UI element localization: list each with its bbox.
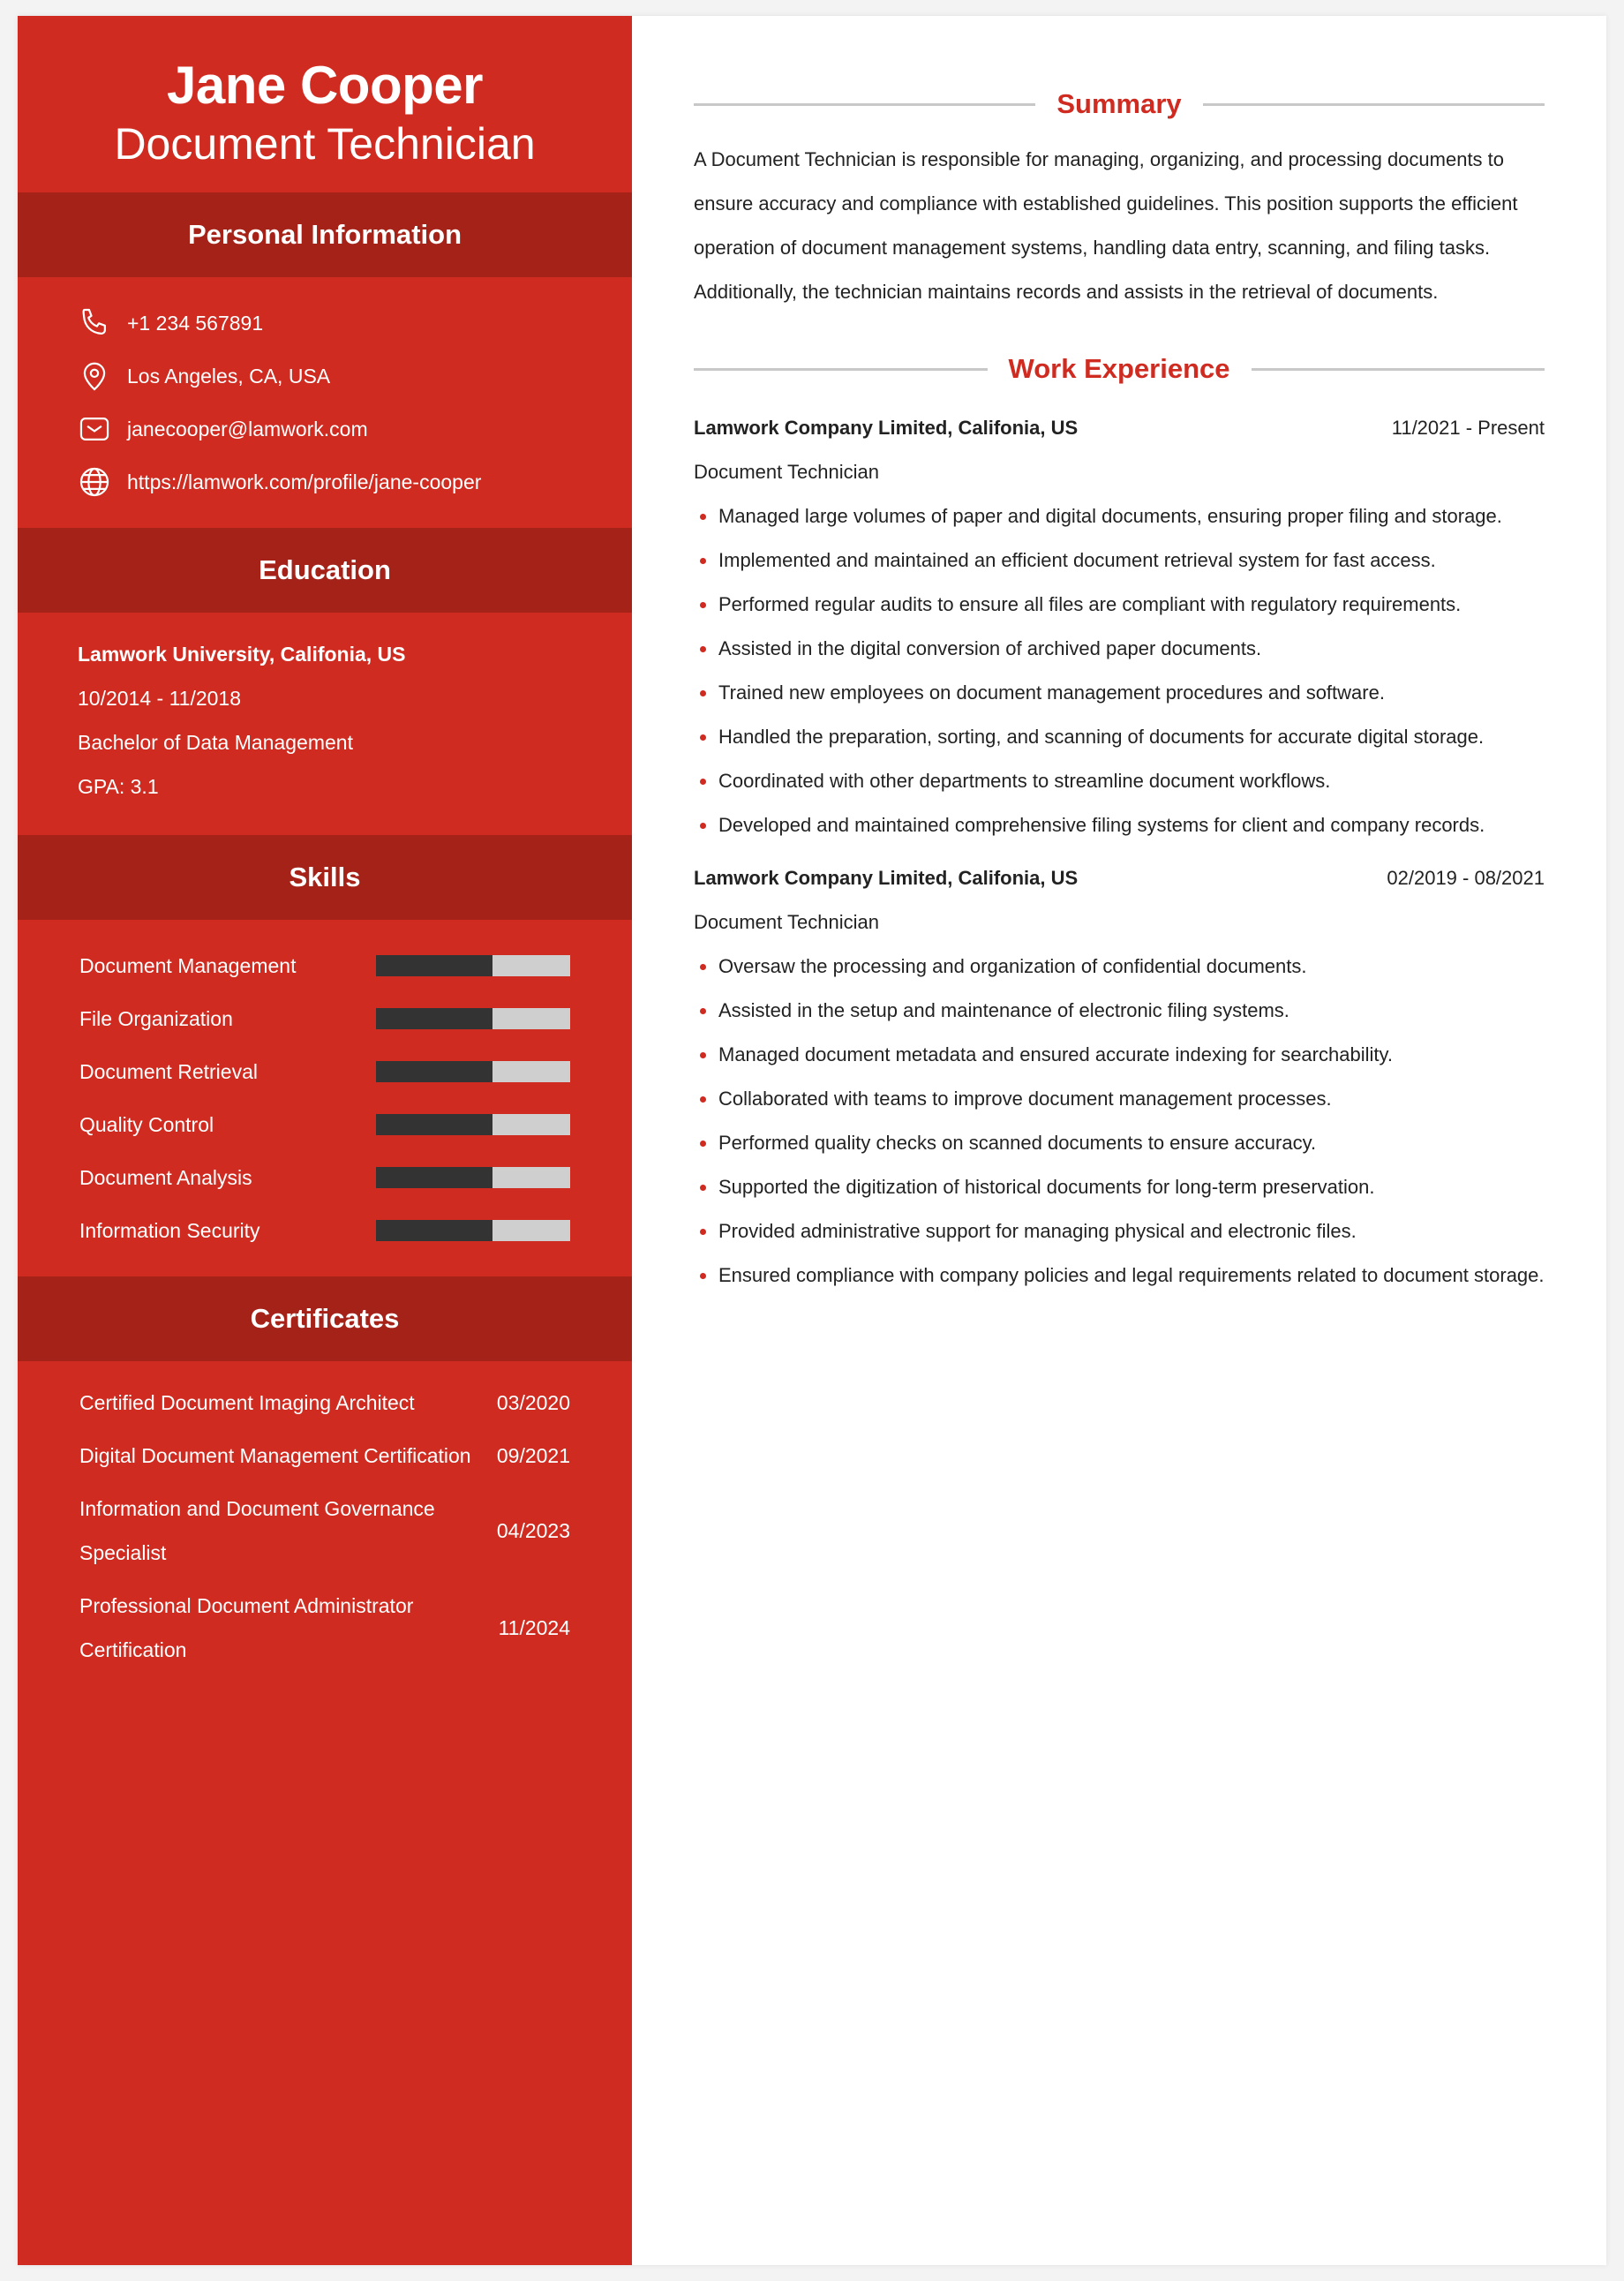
skill-row	[79, 1151, 570, 1204]
certificate-date: 11/2024	[498, 1616, 570, 1639]
job-bullet: Supported the digitization of historical documents for long-term preservation.	[694, 1165, 1545, 1209]
education-section	[18, 613, 632, 835]
certificate-date: 03/2020	[496, 1391, 570, 1414]
certificate-row	[79, 1584, 570, 1672]
job-entry	[694, 406, 1545, 847]
skill-name: Quality Control	[79, 1112, 214, 1136]
job-role: Document Technician	[694, 911, 879, 933]
job-bullet: Handled the preparation, sorting, and scanning of documents for accurate digital storage.	[694, 715, 1545, 759]
certificates-heading: Certificates	[18, 1276, 632, 1361]
skill-bar-fill	[376, 1167, 492, 1188]
skill-name: Document Analysis	[79, 1165, 252, 1189]
candidate-name: Jane Cooper	[167, 56, 483, 115]
job-role: Document Technician	[694, 461, 879, 483]
certificate-date: 04/2023	[496, 1519, 570, 1542]
skill-row	[79, 992, 570, 1045]
job-list	[694, 406, 1545, 1298]
main-content	[632, 16, 1606, 2265]
skill-bar-fill	[376, 1114, 492, 1135]
job-dates: 11/2021 - Present	[1391, 417, 1545, 439]
education-gpa: GPA: 3.1	[78, 775, 159, 798]
resume-header	[18, 16, 632, 192]
certificate-row	[79, 1434, 570, 1478]
certificate-name: Digital Document Management Certification	[79, 1444, 471, 1467]
location-icon	[78, 359, 111, 393]
job-bullet: Trained new employees on document management procedures and software.	[694, 671, 1545, 715]
skills-heading: Skills	[18, 835, 632, 920]
heading-rule	[694, 103, 1035, 106]
globe-icon	[78, 465, 111, 499]
job-bullet: Collaborated with teams to improve document management processes.	[694, 1077, 1545, 1121]
job-bullet: Implemented and maintained an efficient document retrieval system for fast access.	[694, 538, 1545, 583]
skill-bar-fill	[376, 1008, 492, 1029]
resume-page	[18, 16, 1606, 2265]
skill-row	[79, 1045, 570, 1098]
contact-email[interactable]	[78, 403, 632, 455]
education-dates: 10/2014 - 11/2018	[78, 687, 242, 710]
skill-bar	[376, 1220, 570, 1241]
summary-text: A Document Technician is responsible for managing, organizing, and processing documents to ensure accuracy and compliance with established guidelines. This position supports the efficient operation of document management systems, handling data entry, scanning, and filing tasks. Additionally, the technician maintains records and assists in the retrieval of documents.	[694, 148, 1518, 303]
job-bullet: Coordinated with other departments to streamline document workflows.	[694, 759, 1545, 803]
skills-section	[18, 920, 632, 1276]
certificate-name: Professional Document Administrator Certification	[79, 1594, 414, 1661]
certificate-name: Information and Document Governance Specialist	[79, 1497, 435, 1564]
skill-bar-fill	[376, 1061, 492, 1082]
certificates-section	[18, 1361, 632, 1700]
skill-name: Information Security	[79, 1218, 260, 1242]
phone-icon	[78, 306, 111, 340]
skill-bar	[376, 1167, 570, 1188]
heading-rule	[1252, 368, 1545, 371]
skill-bar	[376, 1114, 570, 1135]
job-company: Lamwork Company Limited, Califonia, US	[694, 867, 1079, 889]
education-school: Lamwork University, Califonia, US	[78, 643, 406, 666]
certificate-row	[79, 1381, 570, 1425]
job-bullet: Performed regular audits to ensure all files are compliant with regulatory requirements.	[694, 583, 1545, 627]
skill-bar-fill	[376, 955, 492, 976]
job-header	[694, 856, 1545, 900]
certificate-date: 09/2021	[496, 1444, 570, 1467]
job-bullets	[694, 494, 1545, 847]
job-bullet: Managed document metadata and ensured accurate indexing for searchability.	[694, 1033, 1545, 1077]
sidebar	[18, 16, 632, 2265]
work-experience-heading-text: Work Experience	[1008, 353, 1230, 384]
contact-list	[18, 277, 632, 528]
contact-website-text[interactable]: https://lamwork.com/profile/jane-cooper	[127, 470, 482, 493]
skill-name: Document Management	[79, 953, 297, 977]
work-experience-heading	[694, 351, 1545, 387]
skill-bar	[376, 955, 570, 976]
contact-phone	[78, 297, 632, 350]
contact-location-text: Los Angeles, CA, USA	[127, 364, 331, 388]
contact-email-text[interactable]: janecooper@lamwork.com	[127, 417, 368, 440]
mail-icon	[78, 412, 111, 446]
contact-website[interactable]	[78, 455, 632, 508]
job-bullet: Assisted in the digital conversion of archived paper documents.	[694, 627, 1545, 671]
contact-location	[78, 350, 632, 403]
certificate-row	[79, 1487, 570, 1575]
heading-rule	[694, 368, 988, 371]
candidate-title: Document Technician	[114, 119, 536, 169]
skill-row	[79, 939, 570, 992]
job-entry	[694, 856, 1545, 1298]
skill-row	[79, 1098, 570, 1151]
certificate-name: Certified Document Imaging Architect	[79, 1391, 415, 1414]
job-bullet: Provided administrative support for managing physical and electronic files.	[694, 1209, 1545, 1253]
job-bullet: Assisted in the setup and maintenance of electronic filing systems.	[694, 989, 1545, 1033]
skill-name: File Organization	[79, 1006, 233, 1030]
job-bullets	[694, 945, 1545, 1298]
heading-rule	[1203, 103, 1545, 106]
job-bullet: Developed and maintained comprehensive filing systems for client and company records.	[694, 803, 1545, 847]
job-header	[694, 406, 1545, 450]
job-bullet: Performed quality checks on scanned documents to ensure accuracy.	[694, 1121, 1545, 1165]
skill-bar-fill	[376, 1220, 492, 1241]
personal-info-heading: Personal Information	[18, 192, 632, 277]
job-dates: 02/2019 - 08/2021	[1387, 867, 1545, 889]
skill-row	[79, 1204, 570, 1257]
job-bullet: Oversaw the processing and organization of confidential documents.	[694, 945, 1545, 989]
job-company: Lamwork Company Limited, Califonia, US	[694, 417, 1079, 439]
job-bullet: Ensured compliance with company policies and legal requirements related to document storage.	[694, 1253, 1545, 1298]
skill-bar	[376, 1061, 570, 1082]
education-heading: Education	[18, 528, 632, 613]
summary-heading-text: Summary	[1056, 88, 1182, 119]
skill-name: Document Retrieval	[79, 1059, 258, 1083]
education-degree: Bachelor of Data Management	[78, 731, 353, 754]
skill-bar	[376, 1008, 570, 1029]
summary-heading	[694, 87, 1545, 122]
job-bullet: Managed large volumes of paper and digital documents, ensuring proper filing and storage.	[694, 494, 1545, 538]
contact-phone-text: +1 234 567891	[127, 311, 264, 335]
